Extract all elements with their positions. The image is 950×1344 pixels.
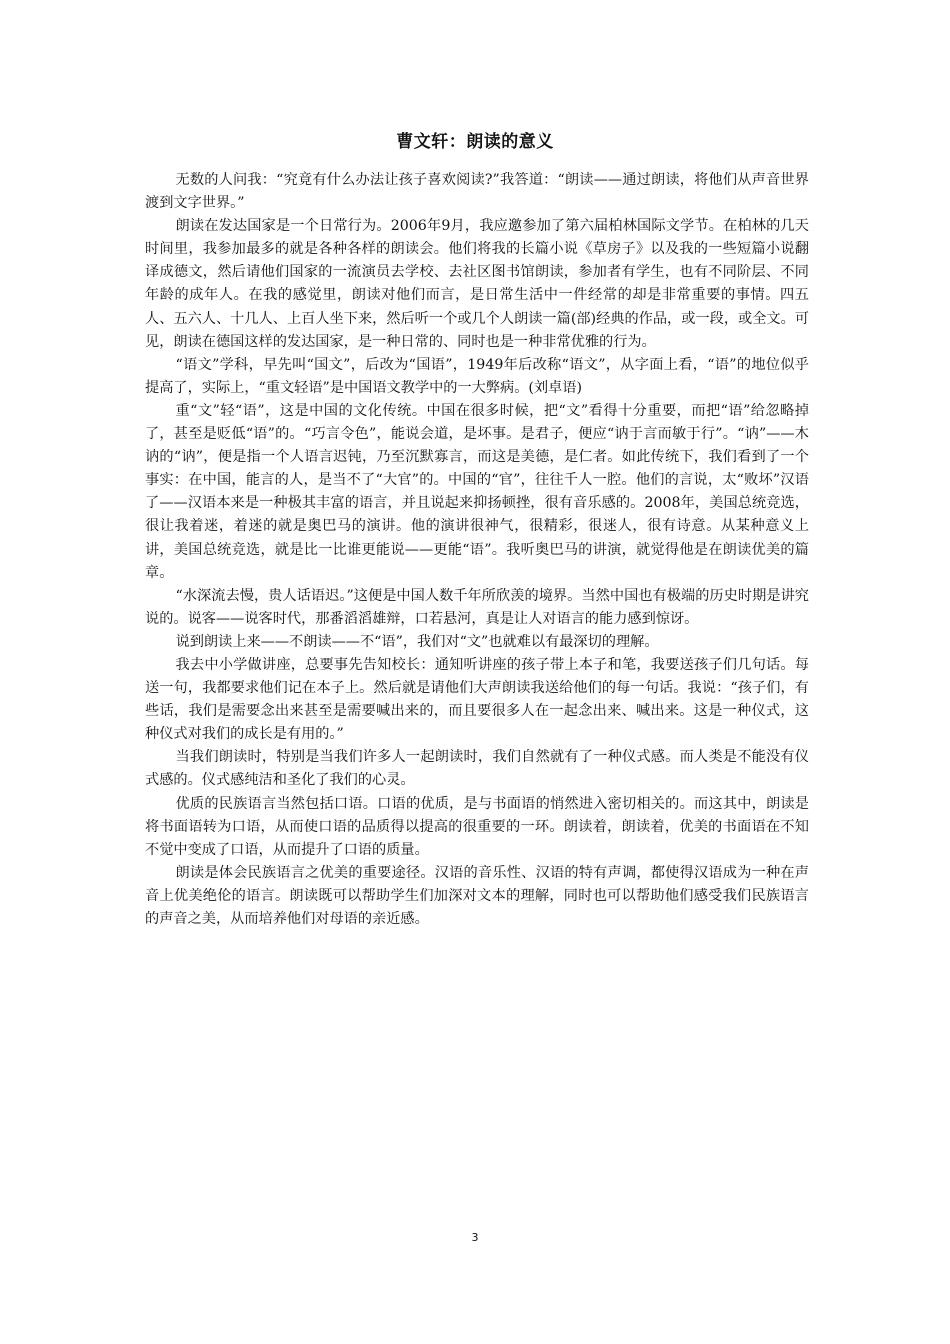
paragraph: 优质的民族语言当然包括口语。口语的优质，是与书面语的悄然进入密切相关的。而这其中，朗读是将书面语转为口语，从而使口语的品质得以提高的很重要的一环。朗读着，朗读着，优美的书面语在不知不觉中变成了口语，从而提升了口语的质量。 bbox=[145, 795, 809, 858]
paragraph: 无数的人问我：“究竟有什么办法让孩子喜欢阅读?”我答道：“朗读——通过朗读，将他们从声音世界渡到文字世界。” bbox=[145, 172, 809, 212]
page-number: 3 bbox=[471, 1231, 479, 1244]
paragraph: “语文”学科，早先叫“国文”，后改为“国语”，1949年后改称“语文”，从字面上看，“语”的地位似乎提高了，实际上，“重文轻语”是中国语文教学中的一大弊病。(刘卓语) bbox=[145, 356, 809, 396]
paragraph: 朗读在发达国家是一个日常行为。2006年9月，我应邀参加了第六届柏林国际文学节。在柏林的几天时间里，我参加最多的就是各种各样的朗读会。他们将我的长篇小说《草房子》以及我的一些短篇小说翻译成德文，然后请他们国家的一流演员去学校、去社区图书馆朗读，参加者有学生，也有不同阶层、不同年龄的成年人。在我的感觉里，朗读对他们而言，是日常生活中一件经常的却是非常重要的事情。四五人、五六人、十几人、上百人坐下来，然后听一个或几个人朗读一篇(部)经典的作品，或一段，或全文。可见，朗读在德国这样的发达国家，是一种日常的、同时也是一种非常优雅的行为。 bbox=[145, 218, 809, 350]
paragraph: 当我们朗读时，特别是当我们许多人一起朗读时，我们自然就有了一种仪式感。而人类是不能没有仪式感的。仪式感纯洁和圣化了我们的心灵。 bbox=[145, 749, 809, 789]
paragraph: 我去中小学做讲座，总要事先告知校长：通知听讲座的孩子带上本子和笔，我要送孩子们几句话。每送一句，我都要求他们记在本子上。然后就是请他们大声朗读我送给他们的每一句话。我说：“孩子们，有些话，我们是需要念出来甚至是需要喊出来的，而且要很多人在一起念出来、喊出来。这是一种仪式，这种仪式对我们的成长是有用的。” bbox=[145, 656, 809, 743]
paragraph: 朗读是体会民族语言之优美的重要途径。汉语的音乐性、汉语的特有声调，都使得汉语成为一种在声音上优美绝伦的语言。朗读既可以帮助学生们加深对文本的理解，同时也可以帮助他们感受我们民族语言的声音之美，从而培养他们对母语的亲近感。 bbox=[145, 864, 809, 927]
article-title: 曹文轩：朗读的意义 bbox=[396, 132, 554, 152]
paragraph: “水深流去慢，贵人话语迟。”这便是中国人数千年所欣羡的境界。当然中国也有极端的历史时期是讲究说的。说客——说客时代，那番滔滔雄辩，口若悬河，真是让人对语言的能力感到惊讶。 bbox=[145, 587, 809, 627]
article-body bbox=[145, 169, 809, 931]
paragraph: 说到朗读上来——不朗读——不“语”，我们对“文”也就难以有最深切的理解。 bbox=[175, 633, 659, 650]
paragraph: 重“文”轻“语”，这是中国的文化传统。中国在很多时候，把“文”看得十分重要，而把“语”给忽略掉了，甚至是贬低“语”的。“巧言令色”，能说会道，是坏事。是君子，便应“讷于言而敏于行”。“讷”——木讷的“讷”，便是指一个人语言迟钝，乃至沉默寡言，而这是美德，是仁者。如此传统下，我们看到了一个事实：在中国，能言的人，是当不了“大官”的。中国的“官”，往往千人一腔。他们的言说，太“败坏”汉语了——汉语本来是一种极其丰富的语言，并且说起来抑扬顿挫，很有音乐感的。2008年，美国总统竞选，很让我着迷，着迷的就是奥巴马的演讲。他的演讲很神气，很精彩，很迷人，很有诗意。从某种意义上讲，美国总统竞选，就是比一比谁更能说——更能“语”。我听奥巴马的讲演，就觉得他是在朗读优美的篇章。 bbox=[145, 402, 809, 581]
